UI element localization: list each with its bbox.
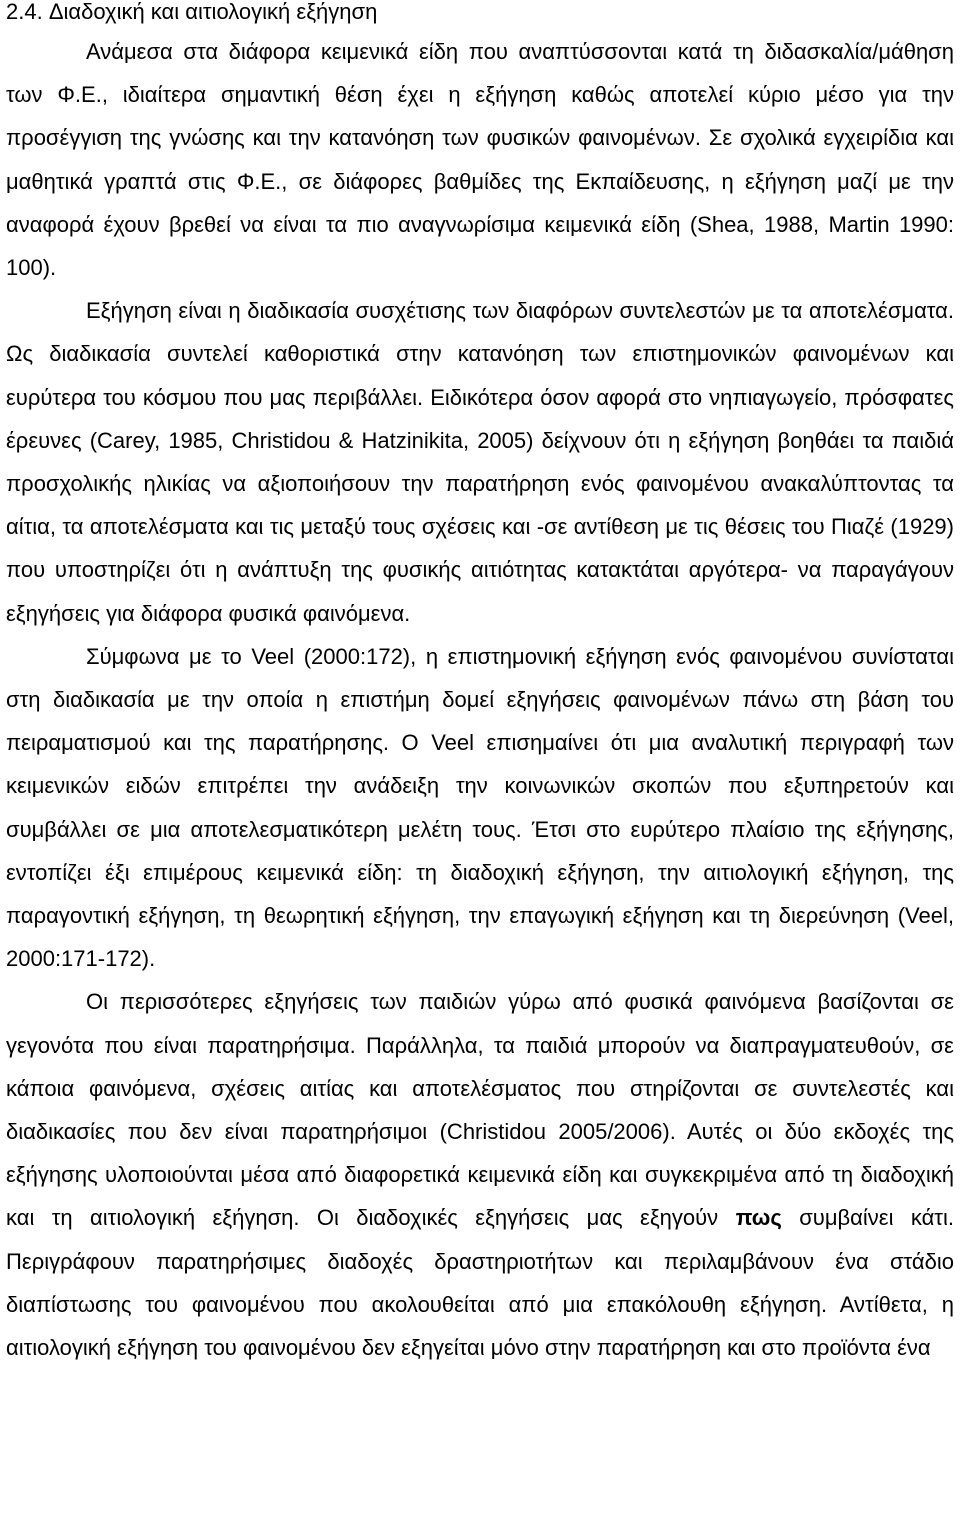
- section-title: Διαδοχική και αιτιολογική εξήγηση: [48, 0, 378, 24]
- paragraph-1: Ανάμεσα στα διάφορα κειμενικά είδη που αναπτύσσονται κατά τη διδασκαλία/μάθηση των Φ.Ε., ιδιαίτερα σημαντική θέση έχει η εξήγηση καθώς αποτελεί κύριο μέσο για την προσέγγιση της γνώσης και την κατανόηση των φυσικών φαινομένων. Σε σχολικά εγχειρίδια και μαθητικά γραπτά στις Φ.Ε., σε διάφορες βαθμίδες της Εκπαίδευσης, η εξήγηση μαζί με την αναφορά έχουν βρεθεί να είναι τα πιο αναγνωρίσιμα κειμενικά είδη (Shea, 1988, Martin 1990: 100).: [6, 39, 954, 281]
- paragraph-4: [6, 980, 954, 1369]
- paragraph-4-text-after: συμβαίνει κάτι. Περιγράφουν παρατηρήσιμες διαδοχές δραστηριοτήτων και περιλαμβάνουν ένα στάδιο διαπίστωσης του φαινομένου που ακολουθείται από μια επακόλουθη εξήγηση. Αντίθετα, η αιτιολογική εξήγηση του φαινομένου δεν εξηγείται μόνο στην παρατήρηση και στο προϊόντα ένα: [6, 1205, 954, 1361]
- paragraph-2: Εξήγηση είναι η διαδικασία συσχέτισης των διαφόρων συντελεστών με τα αποτελέσματα. Ως διαδικασία συντελεί καθοριστικά στην κατανόηση των επιστημονικών φαινομένων και ευρύτερα του κόσμου που μας περιβάλλει. Ειδικότερα όσον αφορά στο νηπιαγωγείο, πρόσφατες έρευνες (Carey, 1985, Christidou & Hatzinikita, 2005) δείχνουν ότι η εξήγηση βοηθάει τα παιδιά προσχολικής ηλικίας να αξιοποιήσουν την παρατήρηση ενός φαινομένου ανακαλύπτοντας τα αίτια, τα αποτελέσματα και τις μεταξύ τους σχέσεις και -σε αντίθεση με τις θέσεις του Πιαζέ (1929) που υποστηρίζει ότι η ανάπτυξη της φυσικής αιτιότητας κατακτάται αργότερα- να παραγάγουν εξηγήσεις για διάφορα φυσικά φαινόμενα.: [6, 298, 954, 626]
- section-number: 2.4.: [6, 0, 43, 24]
- section-heading: [6, 0, 954, 24]
- paragraph-3: Σύμφωνα με το Veel (2000:172), η επιστημονική εξήγηση ενός φαινομένου συνίσταται στη διαδικασία με την οποία η επιστήμη δομεί εξηγήσεις φαινομένων πάνω στη βάση του πειραματισμού και της παρατήρησης. Ο Veel επισημαίνει ότι μια αναλυτική περιγραφή των κειμενικών ειδών επιτρέπει την ανάδειξη την κοινωνικών σκοπών που εξυπηρετούν και συμβάλλει σε μια αποτελεσματικότερη μελέτη τους. Έτσι στο ευρύτερο πλαίσιο της εξήγησης, εντοπίζει έξι επιμέρους κειμενικά είδη: τη διαδοχική εξήγηση, την αιτιολογική εξήγηση, της παραγοντική εξήγηση, τη θεωρητική εξήγηση, την επαγωγική εξήγηση και τη διερεύνηση (Veel, 2000:171-172).: [6, 643, 954, 972]
- emphasis-word: πως: [735, 1205, 782, 1231]
- body-text: [6, 30, 954, 1369]
- paragraph-4-text-before: Οι περισσότερες εξηγήσεις των παιδιών γύρω από φυσικά φαινόμενα βασίζονται σε γεγονότα που είναι παρατηρήσιμα. Παράλληλα, τα παιδιά μπορούν να διαπραγματευθούν, σε κάποια φαινόμενα, σχέσεις αιτίας και αποτελέσματος που στηρίζονται σε συντελεστές και διαδικασίες που δεν είναι παρατηρήσιμοι (Christidou 2005/2006). Αυτές οι δύο εκδοχές της εξήγησης υλοποιούνται μέσα από διαφορετικά κειμενικά είδη και συγκεκριμένα από τη διαδοχική και τη αιτιολογική εξήγηση. Οι διαδοχικές εξηγήσεις μας εξηγούν: [6, 989, 954, 1231]
